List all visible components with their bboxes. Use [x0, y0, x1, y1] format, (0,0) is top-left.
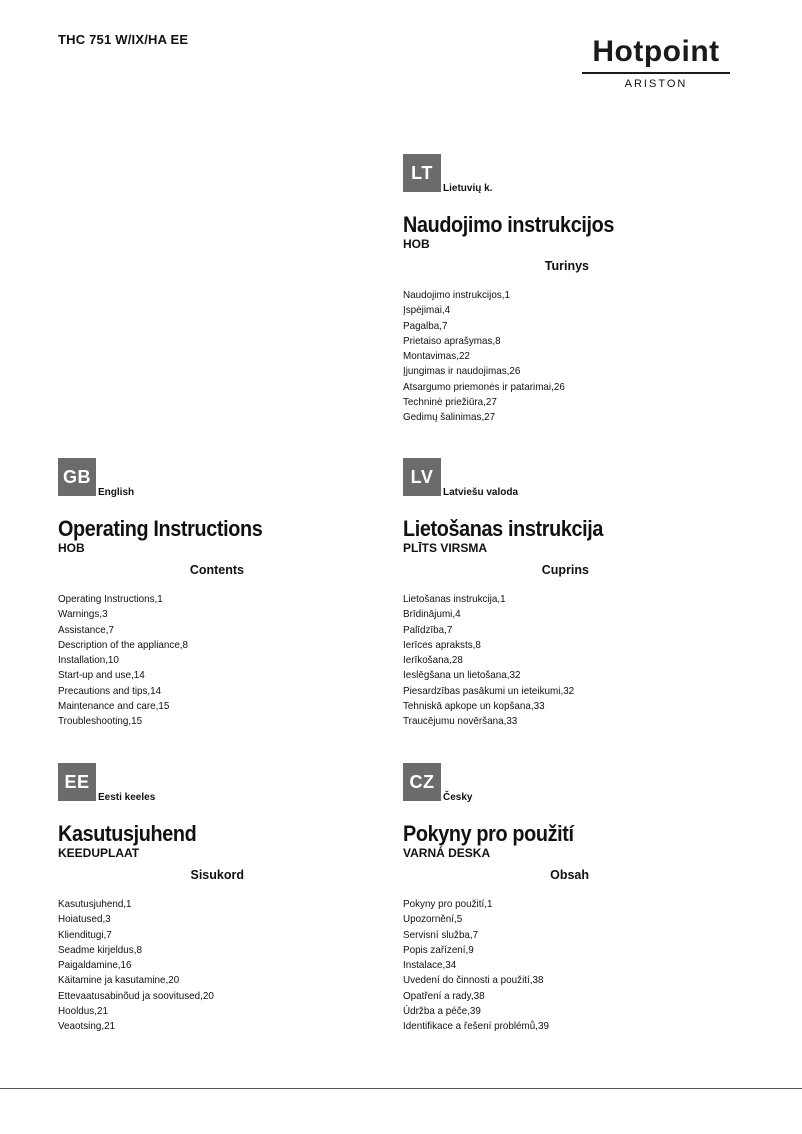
section-ee	[58, 763, 388, 1035]
section-title: Kasutusjuhend	[58, 821, 197, 846]
language-header	[403, 458, 733, 496]
toc-item[interactable]: Ettevaatusabinõud ja soovitused,20	[58, 989, 214, 1002]
table-of-contents	[403, 288, 733, 426]
contents-heading: Sisukord	[190, 868, 244, 882]
table-of-contents	[58, 592, 388, 730]
section-lt	[403, 154, 733, 426]
language-header	[58, 458, 388, 496]
contents-heading: Cuprins	[541, 563, 589, 577]
language-name: Česky	[443, 792, 473, 803]
toc-item[interactable]: Identifikace a řešení problémů,39	[403, 1020, 549, 1033]
language-header	[403, 154, 733, 192]
section-subtitle: VARNÁ DESKA	[403, 846, 491, 860]
toc-item[interactable]: Klienditugi,7	[58, 928, 112, 941]
toc-item[interactable]: Montavimas,22	[403, 350, 470, 363]
language-badge: GB	[58, 458, 96, 496]
toc-item[interactable]: Lietošanas instrukcija,1	[403, 593, 506, 605]
toc-item[interactable]: Tehniskā apkope un kopšana,33	[403, 700, 545, 713]
toc-item[interactable]: Servisní služba,7	[403, 928, 479, 941]
brand-divider	[582, 72, 730, 74]
brand-subname: ARISTON	[624, 78, 688, 90]
language-name: Latviešu valoda	[443, 487, 519, 498]
toc-item[interactable]: Įspėjimai,4	[403, 304, 451, 317]
toc-item[interactable]: Hooldus,21	[58, 1005, 108, 1018]
table-of-contents	[403, 592, 733, 730]
toc-item[interactable]: Hoiatused,3	[58, 913, 111, 926]
section-lv	[403, 458, 733, 730]
toc-item[interactable]: Piesardzības pasākumi un ieteikumi,32	[403, 684, 575, 697]
section-title: Naudojimo instrukcijos	[403, 212, 615, 237]
toc-item[interactable]: Pokyny pro použití,1	[403, 898, 493, 910]
toc-item[interactable]: Gedimų šalinimas,27	[403, 411, 496, 424]
table-of-contents	[403, 897, 733, 1035]
toc-item[interactable]: Seadme kirjeldus,8	[58, 943, 142, 956]
toc-item[interactable]: Įjungimas ir naudojimas,26	[403, 365, 521, 378]
section-cz	[403, 763, 733, 1035]
footer-divider	[0, 1088, 802, 1089]
toc-item[interactable]: Precautions and tips,14	[58, 684, 162, 697]
brand-name: Hotpoint	[592, 35, 720, 68]
toc-item[interactable]: Installation,10	[58, 654, 119, 667]
toc-item[interactable]: Prietaiso aprašymas,8	[403, 334, 501, 347]
toc-item[interactable]: Ierīces apraksts,8	[403, 638, 481, 651]
table-of-contents	[58, 897, 388, 1035]
section-title: Pokyny pro použití	[403, 821, 574, 846]
toc-item[interactable]: Pagalba,7	[403, 319, 448, 332]
section-gb	[58, 458, 388, 730]
language-badge: EE	[58, 763, 96, 801]
language-badge: LT	[403, 154, 441, 192]
model-number: THC 751 W/IX/HA EE	[58, 32, 189, 47]
language-badge: CZ	[403, 763, 441, 801]
language-name: Eesti keeles	[98, 792, 156, 803]
toc-item[interactable]: Ierīkošana,28	[403, 654, 463, 667]
section-title: Lietošanas instrukcija	[403, 516, 604, 541]
toc-item[interactable]: Operating Instructions,1	[58, 593, 163, 605]
section-subtitle: HOB	[58, 541, 85, 555]
toc-item[interactable]: Maintenance and care,15	[58, 700, 170, 713]
language-name: Lietuvių k.	[443, 183, 493, 194]
language-header	[403, 763, 733, 801]
toc-item[interactable]: Atsargumo priemonės ir patarimai,26	[403, 380, 565, 393]
language-name: English	[98, 487, 135, 498]
contents-heading: Obsah	[550, 868, 589, 882]
toc-item[interactable]: Käitamine ja kasutamine,20	[58, 974, 180, 987]
contents-heading: Contents	[189, 563, 244, 577]
toc-item[interactable]: Palīdzība,7	[403, 623, 453, 636]
toc-item[interactable]: Kasutusjuhend,1	[58, 898, 132, 910]
toc-item[interactable]: Assistance,7	[58, 623, 114, 636]
language-badge: LV	[403, 458, 441, 496]
section-title: Operating Instructions	[58, 516, 263, 541]
toc-item[interactable]: Uvedení do činnosti a použití,38	[403, 974, 544, 987]
toc-item[interactable]: Start-up and use,14	[58, 669, 145, 682]
toc-item[interactable]: Paigaldamine,16	[58, 959, 132, 972]
toc-item[interactable]: Popis zařízení,9	[403, 943, 474, 956]
section-subtitle: KEEDUPLAAT	[58, 846, 140, 860]
toc-item[interactable]: Troubleshooting,15	[58, 715, 143, 728]
toc-item[interactable]: Údržba a péče,39	[403, 1005, 481, 1018]
toc-item[interactable]: Traucējumu novēršana,33	[403, 715, 518, 728]
language-header	[58, 763, 388, 801]
toc-item[interactable]: Instalace,34	[403, 959, 457, 972]
toc-item[interactable]: Opatření a rady,38	[403, 989, 485, 1002]
toc-item[interactable]: Description of the appliance,8	[58, 638, 189, 651]
toc-item[interactable]: Warnings,3	[58, 608, 108, 621]
section-subtitle: PLĪTS VIRSMA	[403, 541, 488, 555]
toc-item[interactable]: Naudojimo instrukcijos,1	[403, 289, 510, 301]
section-subtitle: HOB	[403, 237, 430, 251]
toc-item[interactable]: Upozornění,5	[403, 913, 463, 926]
contents-heading: Turinys	[544, 259, 589, 273]
brand-logo	[580, 36, 732, 91]
toc-item[interactable]: Veaotsing,21	[58, 1020, 116, 1033]
toc-item[interactable]: Brīdinājumi,4	[403, 608, 461, 621]
toc-item[interactable]: Techninė priežiūra,27	[403, 396, 497, 409]
toc-item[interactable]: Ieslēgšana un lietošana,32	[403, 669, 521, 682]
